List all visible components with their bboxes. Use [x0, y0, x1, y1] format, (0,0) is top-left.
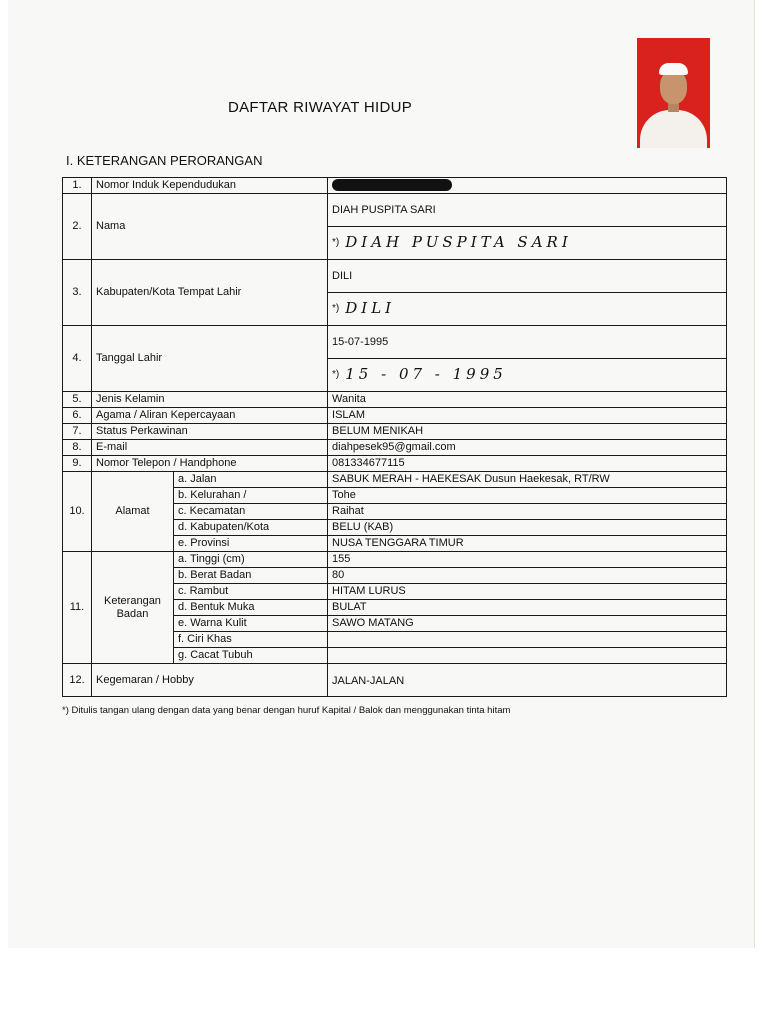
- subfield-value: BULAT: [328, 600, 727, 616]
- field-value: ISLAM: [328, 408, 727, 424]
- field-label: Jenis Kelamin: [92, 392, 328, 408]
- field-value: Wanita: [328, 392, 727, 408]
- row-number: 5.: [63, 392, 92, 408]
- field-label: Kabupaten/Kota Tempat Lahir: [92, 260, 328, 326]
- field-value: 081334677115: [328, 456, 727, 472]
- document-title: DAFTAR RIWAYAT HIDUP: [227, 99, 413, 116]
- subfield-label: e. Warna Kulit: [174, 616, 328, 632]
- subfield-label: d. Bentuk Muka: [174, 600, 328, 616]
- row-number: 7.: [63, 424, 92, 440]
- subfield-value: BELU (KAB): [328, 520, 727, 536]
- subfield-label: a. Tinggi (cm): [174, 552, 328, 568]
- footnote-marker: *): [332, 303, 340, 315]
- field-label-line1: Keterangan: [104, 594, 161, 607]
- subfield-value: [328, 648, 727, 664]
- row-number: 2.: [63, 194, 92, 260]
- table-row: [63, 472, 727, 488]
- table-row: [63, 552, 727, 568]
- subfield-label: a. Jalan: [174, 472, 328, 488]
- field-value: DIAH PUSPITA SARI: [328, 194, 727, 227]
- personal-info-table: [62, 177, 727, 697]
- handwritten-value: 15 - 07 - 1995: [345, 365, 507, 384]
- photo-uniform: [640, 110, 707, 148]
- row-number: 10.: [63, 472, 92, 552]
- subfield-label: b. Kelurahan /: [174, 488, 328, 504]
- field-label-line2: Badan: [116, 607, 149, 620]
- row-number: 4.: [63, 326, 92, 392]
- field-label: [92, 552, 174, 664]
- handwritten-value: DIAH PUSPITA SARI: [345, 233, 572, 252]
- handwritten-cell: [328, 293, 727, 326]
- subfield-label: b. Berat Badan: [174, 568, 328, 584]
- field-label: Alamat: [92, 472, 174, 552]
- table-row: [63, 392, 727, 408]
- subfield-label: e. Provinsi: [174, 536, 328, 552]
- section-heading: I. KETERANGAN PERORANGAN: [66, 153, 263, 168]
- table-row: [63, 664, 727, 697]
- table-row: [63, 408, 727, 424]
- row-number: 3.: [63, 260, 92, 326]
- subfield-label: f. Ciri Khas: [174, 632, 328, 648]
- field-label: Nomor Telepon / Handphone: [92, 456, 328, 472]
- subfield-value: NUSA TENGGARA TIMUR: [328, 536, 727, 552]
- redaction-bar: [332, 179, 452, 191]
- subfield-value: [328, 632, 727, 648]
- table-row: [63, 178, 727, 194]
- field-label: E-mail: [92, 440, 328, 456]
- field-label: Tanggal Lahir: [92, 326, 328, 392]
- row-number: 12.: [63, 664, 92, 697]
- row-number: 8.: [63, 440, 92, 456]
- table-row: [63, 194, 727, 227]
- table-row: [63, 424, 727, 440]
- subfield-value: Raihat: [328, 504, 727, 520]
- handwritten-cell: [328, 359, 727, 392]
- field-value: JALAN-JALAN: [328, 664, 727, 697]
- table-row: [63, 456, 727, 472]
- table-row: [63, 260, 727, 293]
- field-value: DILI: [328, 260, 727, 293]
- subfield-value: Tohe: [328, 488, 727, 504]
- footnote: *) Ditulis tangan ulang dengan data yang benar dengan huruf Kapital / Balok dan menggunakan tinta hitam: [62, 705, 511, 716]
- subfield-label: c. Kecamatan: [174, 504, 328, 520]
- table-row: [63, 326, 727, 359]
- field-label: Nama: [92, 194, 328, 260]
- table-row: [63, 440, 727, 456]
- subfield-value: HITAM LURUS: [328, 584, 727, 600]
- row-number: 9.: [63, 456, 92, 472]
- field-label: Kegemaran / Hobby: [92, 664, 328, 697]
- nik-value-redacted: [328, 178, 727, 194]
- subfield-label: c. Rambut: [174, 584, 328, 600]
- field-value: diahpesek95@gmail.com: [328, 440, 727, 456]
- subfield-value: SAWO MATANG: [328, 616, 727, 632]
- subfield-label: d. Kabupaten/Kota: [174, 520, 328, 536]
- row-number: 6.: [63, 408, 92, 424]
- subfield-value: 155: [328, 552, 727, 568]
- row-number: 1.: [63, 178, 92, 194]
- handwritten-cell: [328, 227, 727, 260]
- applicant-photo: [637, 38, 710, 148]
- subfield-label: g. Cacat Tubuh: [174, 648, 328, 664]
- handwritten-value: DILI: [345, 299, 396, 318]
- field-label: Status Perkawinan: [92, 424, 328, 440]
- field-label: Nomor Induk Kependudukan: [92, 178, 328, 194]
- subfield-value: SABUK MERAH - HAEKESAK Dusun Haekesak, RT/RW: [328, 472, 727, 488]
- footnote-marker: *): [332, 237, 340, 249]
- photo-face: [660, 70, 687, 104]
- photo-nurse-cap: [659, 63, 688, 75]
- row-number: 11.: [63, 552, 92, 664]
- field-value: BELUM MENIKAH: [328, 424, 727, 440]
- subfield-value: 80: [328, 568, 727, 584]
- field-value: 15-07-1995: [328, 326, 727, 359]
- footnote-marker: *): [332, 369, 340, 381]
- field-label: Agama / Aliran Kepercayaan: [92, 408, 328, 424]
